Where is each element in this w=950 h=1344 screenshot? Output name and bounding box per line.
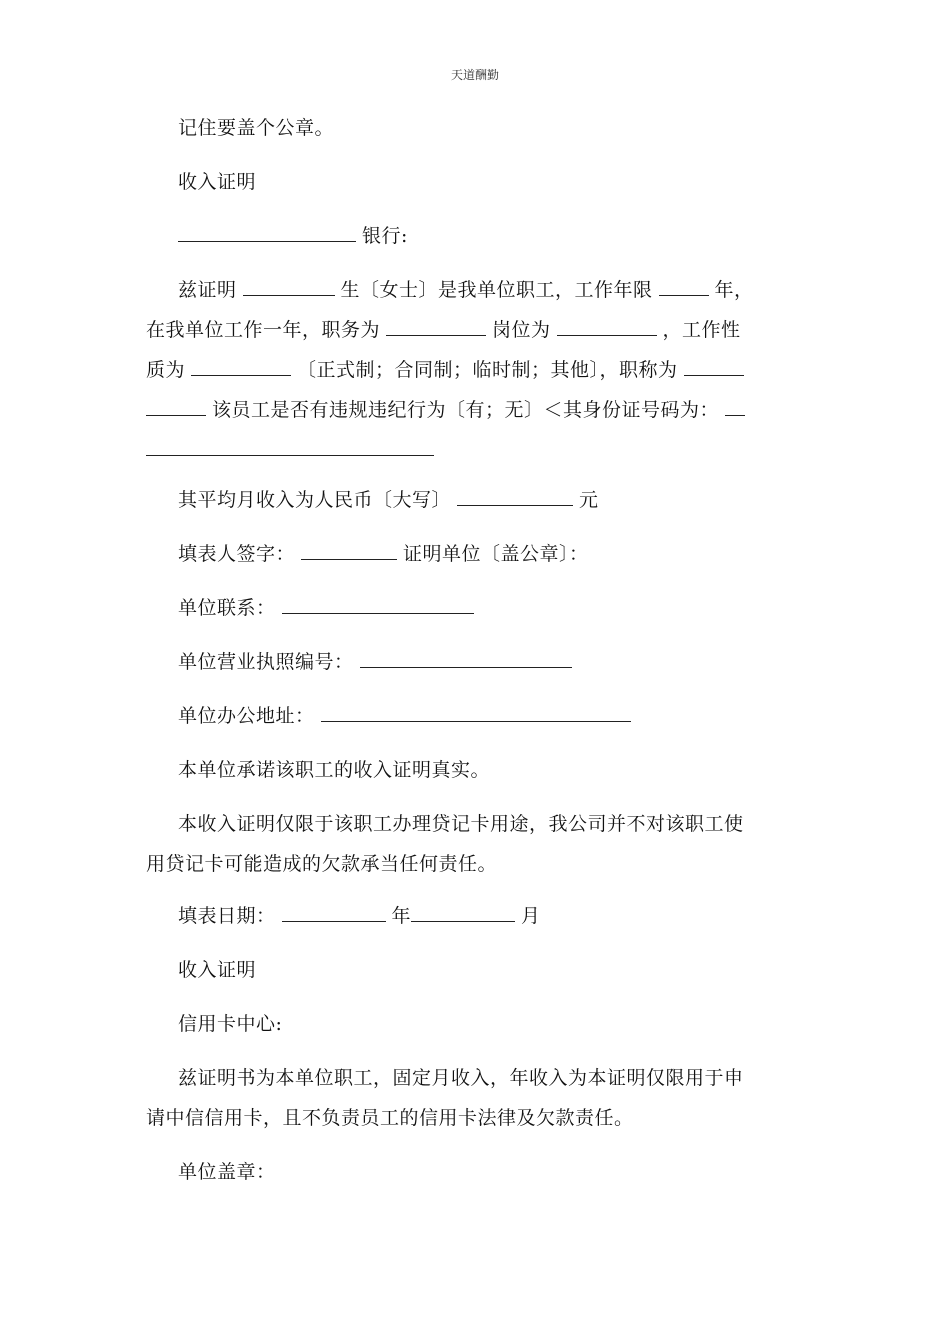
para-line-3 xyxy=(146,350,744,390)
section-title-2: 收入证明 xyxy=(178,959,257,981)
promise-text: 本单位承诺该职工的收入证明真实。 xyxy=(178,759,491,781)
text: 单位联系： xyxy=(178,597,276,619)
section-title: 收入证明 xyxy=(178,171,257,193)
text: 质为 xyxy=(146,359,186,381)
date-line xyxy=(178,896,541,936)
income-line xyxy=(178,480,599,520)
sign-line xyxy=(178,534,589,574)
title-blank[interactable] xyxy=(684,351,744,376)
bank-line xyxy=(178,216,408,256)
text: 月 xyxy=(521,905,541,927)
text: 单位营业执照编号： xyxy=(178,651,354,673)
text: 填表人签字： xyxy=(178,543,296,565)
cert-text-1: 兹证明书为本单位职工，固定月收入，年收入为本证明仅限用于申 xyxy=(178,1067,744,1089)
recipient: 信用卡中心: xyxy=(178,1013,283,1035)
para-line-2 xyxy=(146,310,741,350)
signer-blank[interactable] xyxy=(301,535,397,560)
text: 在我单位工作一年，职务为 xyxy=(146,319,381,341)
license-blank[interactable] xyxy=(360,643,572,668)
seal-label: 单位盖章： xyxy=(178,1161,276,1183)
position-blank[interactable] xyxy=(386,311,486,336)
text: 单位办公地址： xyxy=(178,705,315,727)
text: 岗位为 xyxy=(492,319,551,341)
name-blank[interactable] xyxy=(243,271,335,296)
para-line-4 xyxy=(146,390,751,430)
license-line xyxy=(178,642,578,682)
text: 该员工是否有违规违纪行为〔有；无〕＜其身份证号码为： xyxy=(212,399,720,421)
post-blank[interactable] xyxy=(557,311,657,336)
title-blank-cont[interactable] xyxy=(146,391,206,416)
id-blank[interactable] xyxy=(725,391,745,416)
limit-text-2: 用贷记卡可能造成的欠款承当任何责任。 xyxy=(146,853,498,875)
para-line-1 xyxy=(178,270,754,310)
contact-line xyxy=(178,588,480,628)
text: 填表日期： xyxy=(178,905,276,927)
text: 年， xyxy=(714,279,754,301)
year-blank[interactable] xyxy=(282,897,386,922)
text: 〔正式制；合同制；临时制；其他〕，职称为 xyxy=(297,359,678,381)
address-blank[interactable] xyxy=(321,697,631,722)
text: 元 xyxy=(579,489,599,511)
reminder-text: 记住要盖个公章。 xyxy=(178,117,335,139)
text: 生〔女士〕是我单位职工，工作年限 xyxy=(340,279,653,301)
month-blank[interactable] xyxy=(411,897,515,922)
income-blank[interactable] xyxy=(457,481,573,506)
text: 兹证明 xyxy=(178,279,237,301)
years-blank[interactable] xyxy=(659,271,709,296)
nature-blank[interactable] xyxy=(191,351,291,376)
page-header: 天道酬勤 xyxy=(450,68,499,82)
text: ，工作性 xyxy=(662,319,741,341)
cert-text-2: 请中信信用卡，且不负责员工的信用卡法律及欠款责任。 xyxy=(146,1107,634,1129)
id-blank-cont[interactable] xyxy=(146,431,434,456)
bank-suffix: 银行: xyxy=(362,225,408,247)
bank-name-blank[interactable] xyxy=(178,217,356,242)
contact-blank[interactable] xyxy=(282,589,474,614)
limit-text-1: 本收入证明仅限于该职工办理贷记卡用途，我公司并不对该职工使 xyxy=(178,813,744,835)
address-line xyxy=(178,696,637,736)
text: 年 xyxy=(391,905,412,927)
para-line-5 xyxy=(146,430,440,470)
text: 证明单位〔盖公章〕： xyxy=(403,543,589,565)
text: 其平均月收入为人民币〔大写〕 xyxy=(178,489,452,511)
